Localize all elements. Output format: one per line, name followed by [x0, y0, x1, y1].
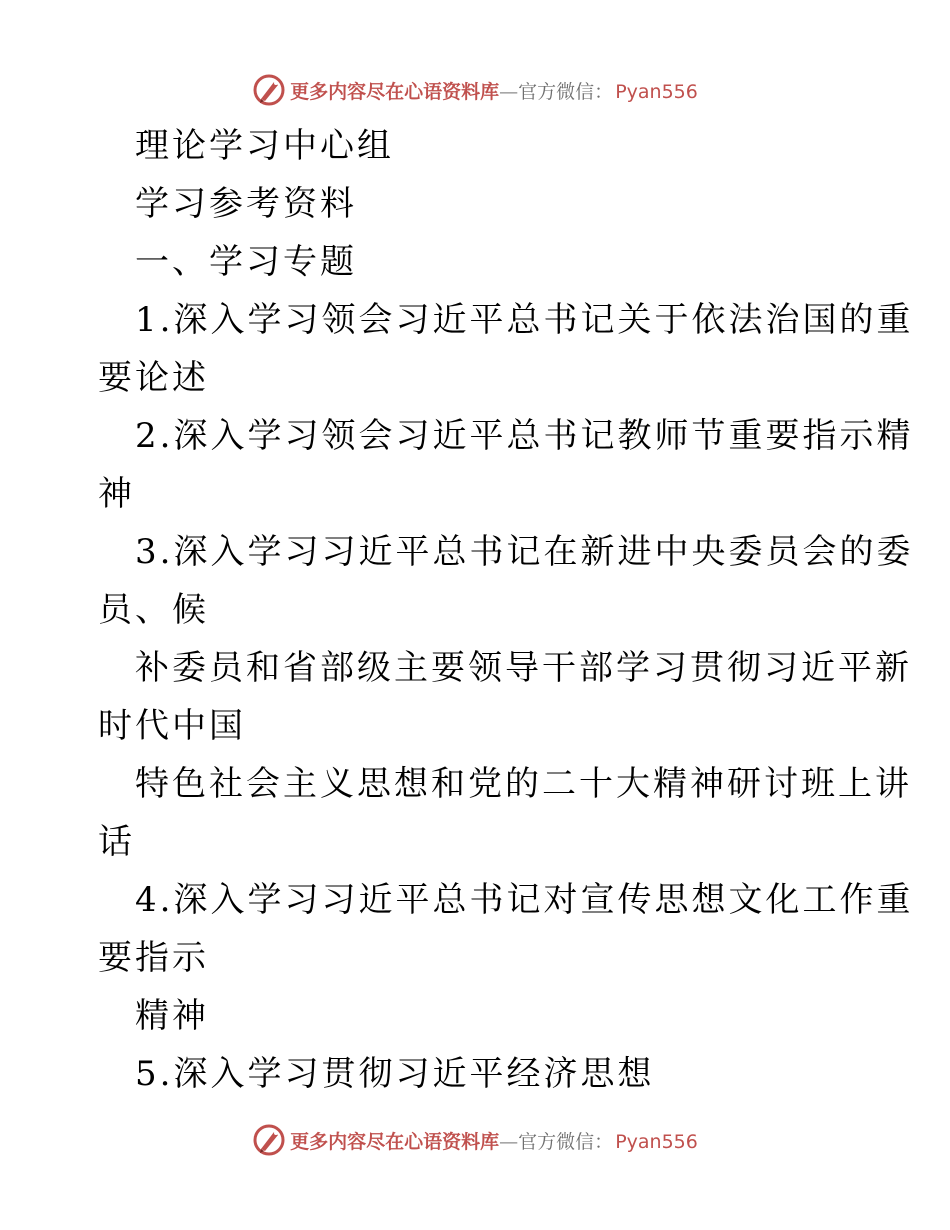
title-line-2: 学习参考资料: [135, 184, 357, 224]
item-3-line-1: 3.深入学习习近平总书记在新进中央委员会的委: [135, 532, 914, 572]
item-3-line-5: 特色社会主义思想和党的二十大精神研讨班上讲: [135, 764, 912, 804]
header-watermark: [0, 70, 950, 110]
item-3-line-4: 时代中国: [98, 706, 246, 746]
item-4-line-3: 精神: [135, 996, 209, 1036]
item-2-line-1: 2.深入学习领会习近平总书记教师节重要指示精: [135, 416, 914, 456]
footer-watermark: [0, 1120, 950, 1160]
item-2-line-2: 神: [98, 474, 135, 514]
item-4-line-2: 要指示: [98, 938, 209, 978]
item-3-line-2: 员、候: [98, 590, 209, 630]
watermark-text: 更多内容尽在心语资料库—官方微信： Pyan556: [290, 1130, 698, 1153]
item-4-line-1: 4.深入学习习近平总书记对宣传思想文化工作重: [135, 880, 914, 920]
watermark-text: 更多内容尽在心语资料库—官方微信： Pyan556: [290, 80, 698, 103]
item-1-line-1: 1.深入学习领会习近平总书记关于依法治国的重: [135, 300, 914, 340]
pen-circle-logo-icon: [252, 73, 286, 107]
item-1-line-2: 要论述: [98, 358, 209, 398]
item-5-line-1: 5.深入学习贯彻习近平经济思想: [135, 1054, 655, 1094]
item-3-line-3: 补委员和省部级主要领导干部学习贯彻习近平新: [135, 648, 912, 688]
section-heading: 一、学习专题: [135, 242, 357, 282]
pen-circle-logo-icon: [252, 1123, 286, 1157]
title-line-1: 理论学习中心组: [135, 126, 394, 166]
item-3-line-6: 话: [98, 822, 135, 862]
